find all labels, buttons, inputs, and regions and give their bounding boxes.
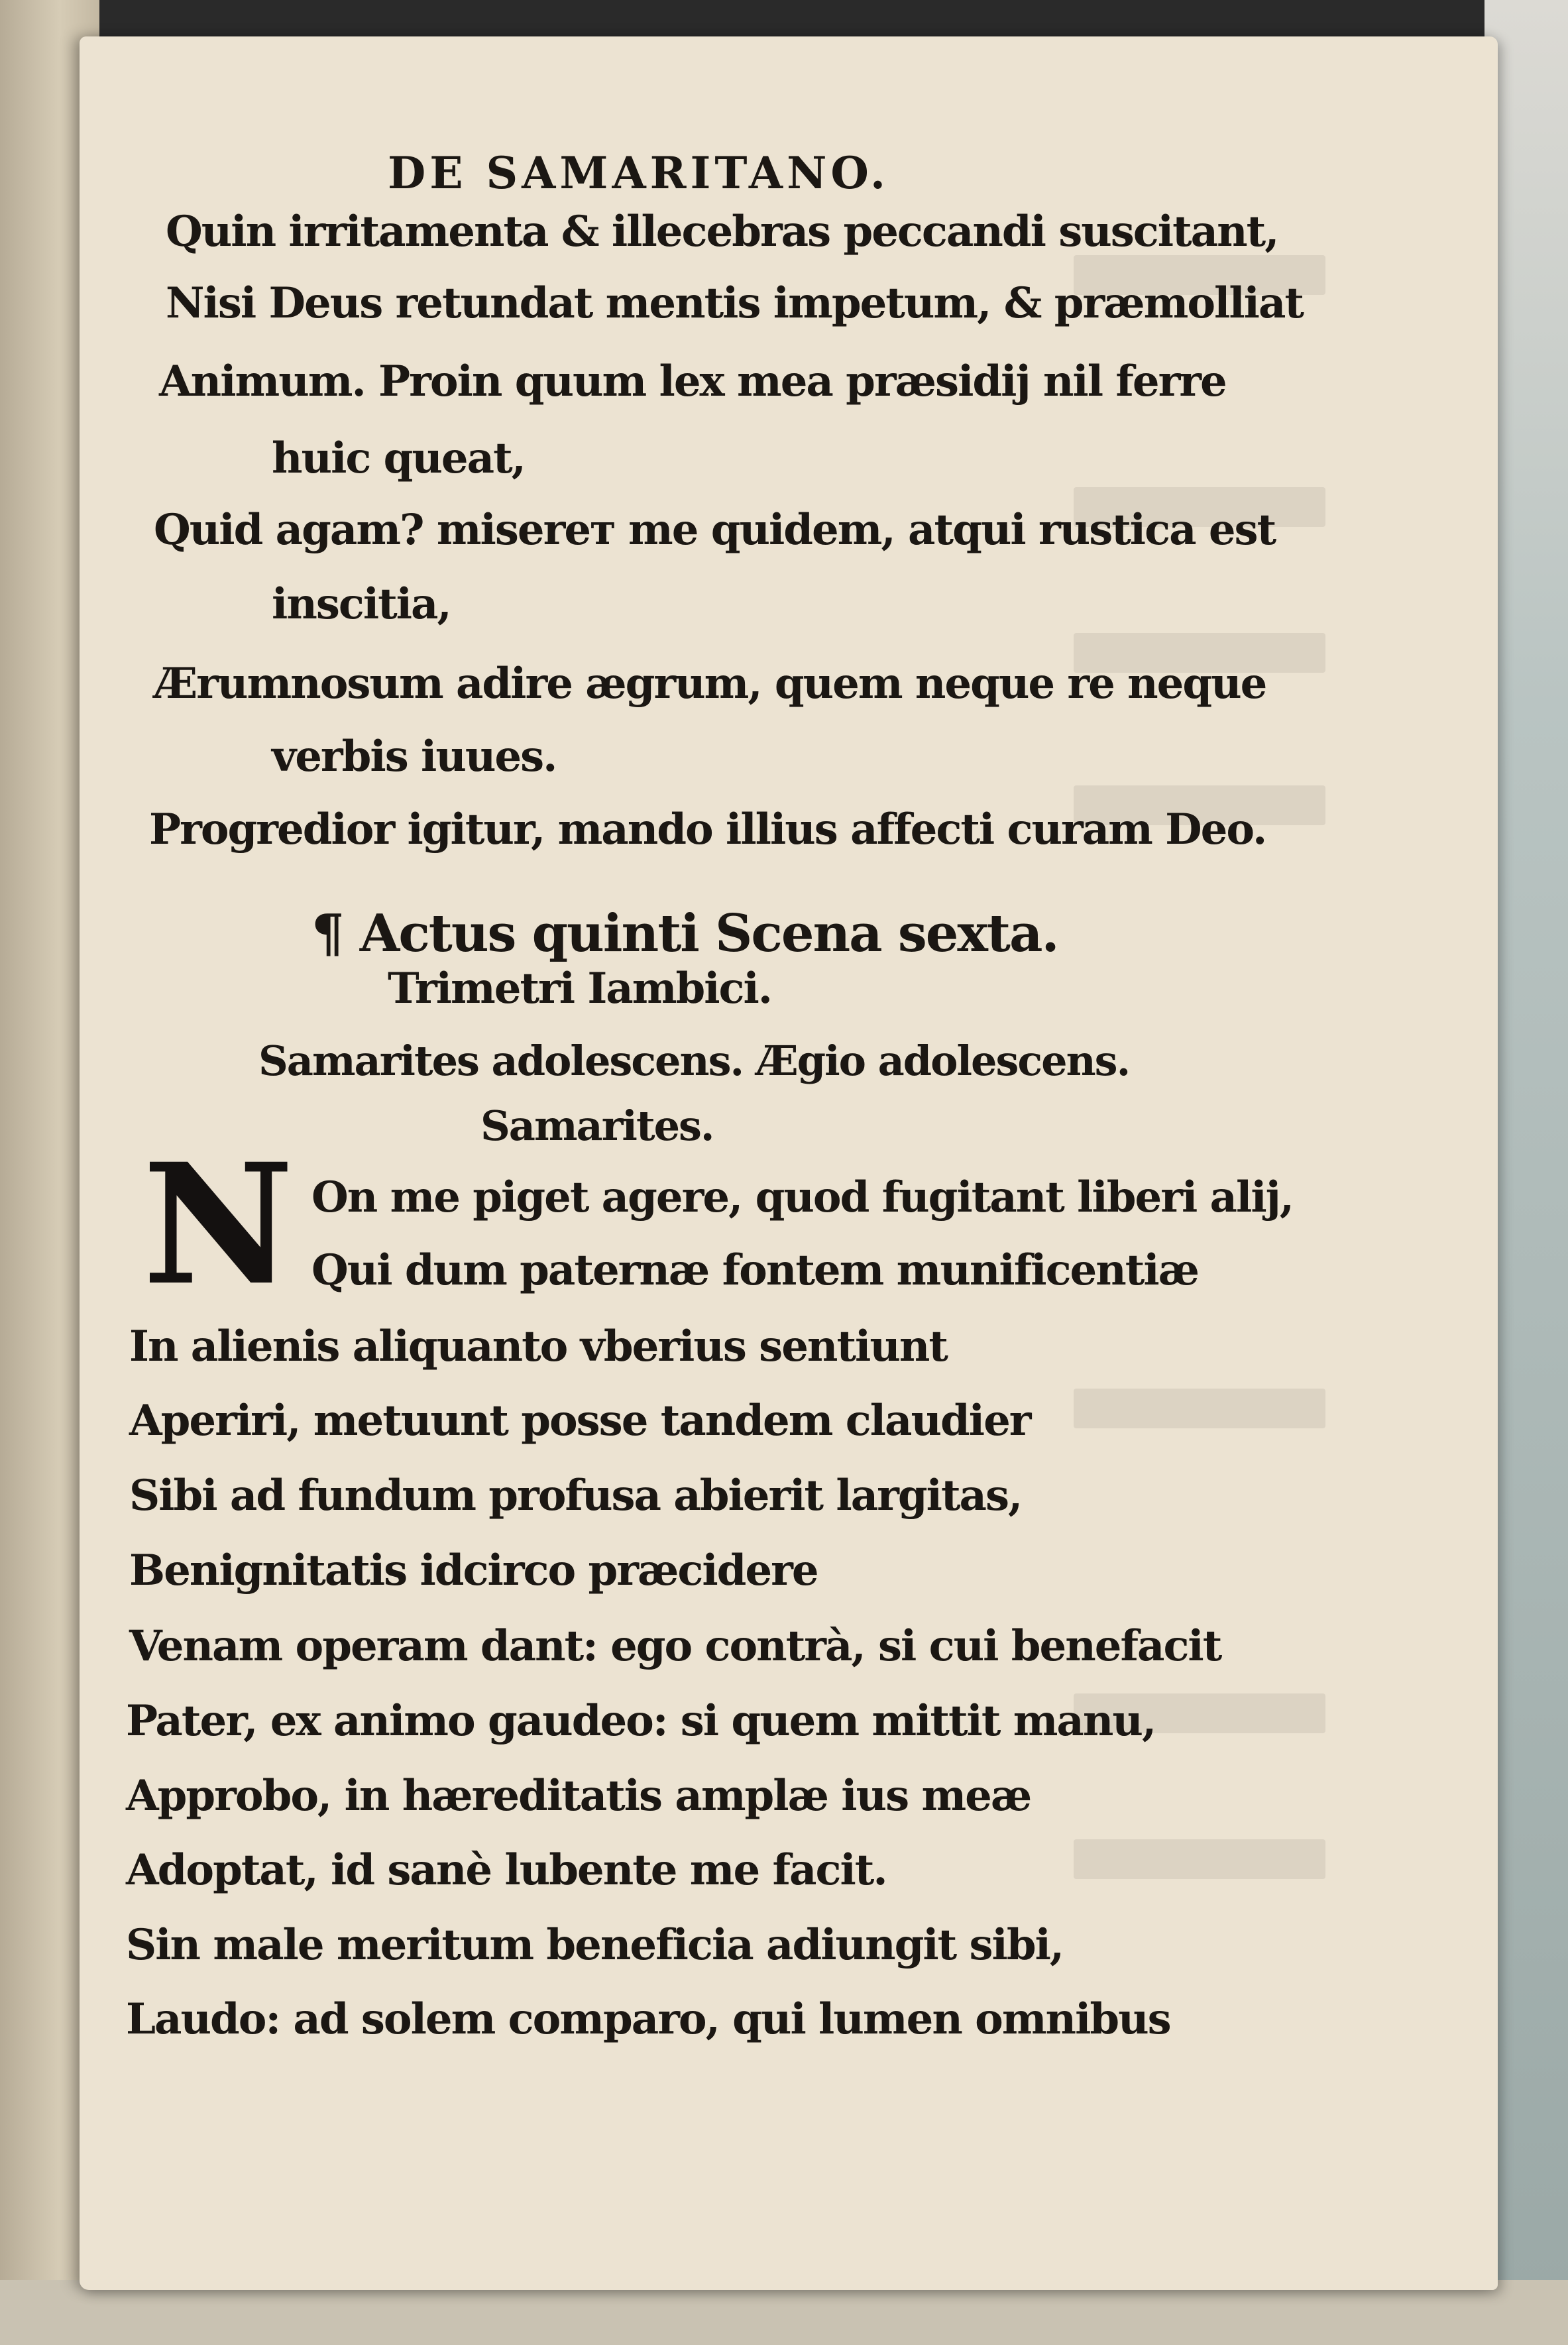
verse-line: Adoptat, id sanè lubente me facit. [126, 1845, 887, 1895]
verse-line-continued: huic queat, [272, 433, 525, 483]
verse-line: Laudo: ad solem comparo, qui lumen omnibus [126, 1994, 1170, 2044]
meter-label: Trimetri Iambici. [388, 964, 772, 1013]
verse-line: Pater, ex animo gaudeo: si quem mittit manu, [126, 1696, 1156, 1746]
verse-line: Quin irritamenta & illecebras peccandi suscitant, [166, 207, 1278, 257]
verse-line: Venam operam dant: ego contrà, si cui benefacit [129, 1621, 1221, 1671]
verse-line: Qui dum paternæ fontem munificentiæ [311, 1245, 1199, 1295]
verse-line: Aperiri, metuunt posse tandem claudier [129, 1396, 1031, 1446]
verse-line: On me piget agere, quod fugitant liberi alij, [311, 1172, 1294, 1222]
drop-capital: N [142, 1127, 294, 1322]
verse-line: Ærumnosum adire ægrum, quem neque re neque [154, 659, 1266, 709]
show-through [1074, 1839, 1325, 1879]
verse-line: Quid agam? misereт me quidem, atqui rustica est [154, 505, 1276, 555]
verse-line: Benignitatis idcirco præcidere [129, 1546, 818, 1595]
characters-list-continued: Samarites. [480, 1102, 714, 1150]
verse-line: Sibi ad fundum profusa abierit largitas, [129, 1471, 1022, 1520]
verse-line: Progredior igitur, mando illius affecti curam Deo. [149, 805, 1266, 854]
verse-line: Approbo, in hæreditatis amplæ ius meæ [126, 1771, 1031, 1821]
verse-line-continued: verbis iuues. [272, 732, 557, 781]
show-through [1074, 1389, 1325, 1428]
verse-line: In alienis aliquanto vberius sentiunt [129, 1322, 947, 1371]
verse-line: Sin male meritum beneficia adiungit sibi, [126, 1920, 1064, 1970]
verse-line: Nisi Deus retundat mentis impetum, & præmolliat [166, 278, 1303, 328]
scene-heading-text: Actus quinti Scena sexta. [359, 903, 1058, 964]
characters-list: Samarites adolescens. Ægio adolescens. [258, 1037, 1130, 1085]
pilcrow-icon: ¶ [311, 903, 343, 964]
background-dark-top [0, 0, 1568, 40]
verse-line-continued: inscitia, [272, 579, 451, 629]
running-head: DE SAMARITANO. [388, 147, 890, 199]
scene-heading [311, 903, 1058, 964]
verse-line: Animum. Proin quum lex mea præsidij nil ferre [159, 357, 1226, 406]
